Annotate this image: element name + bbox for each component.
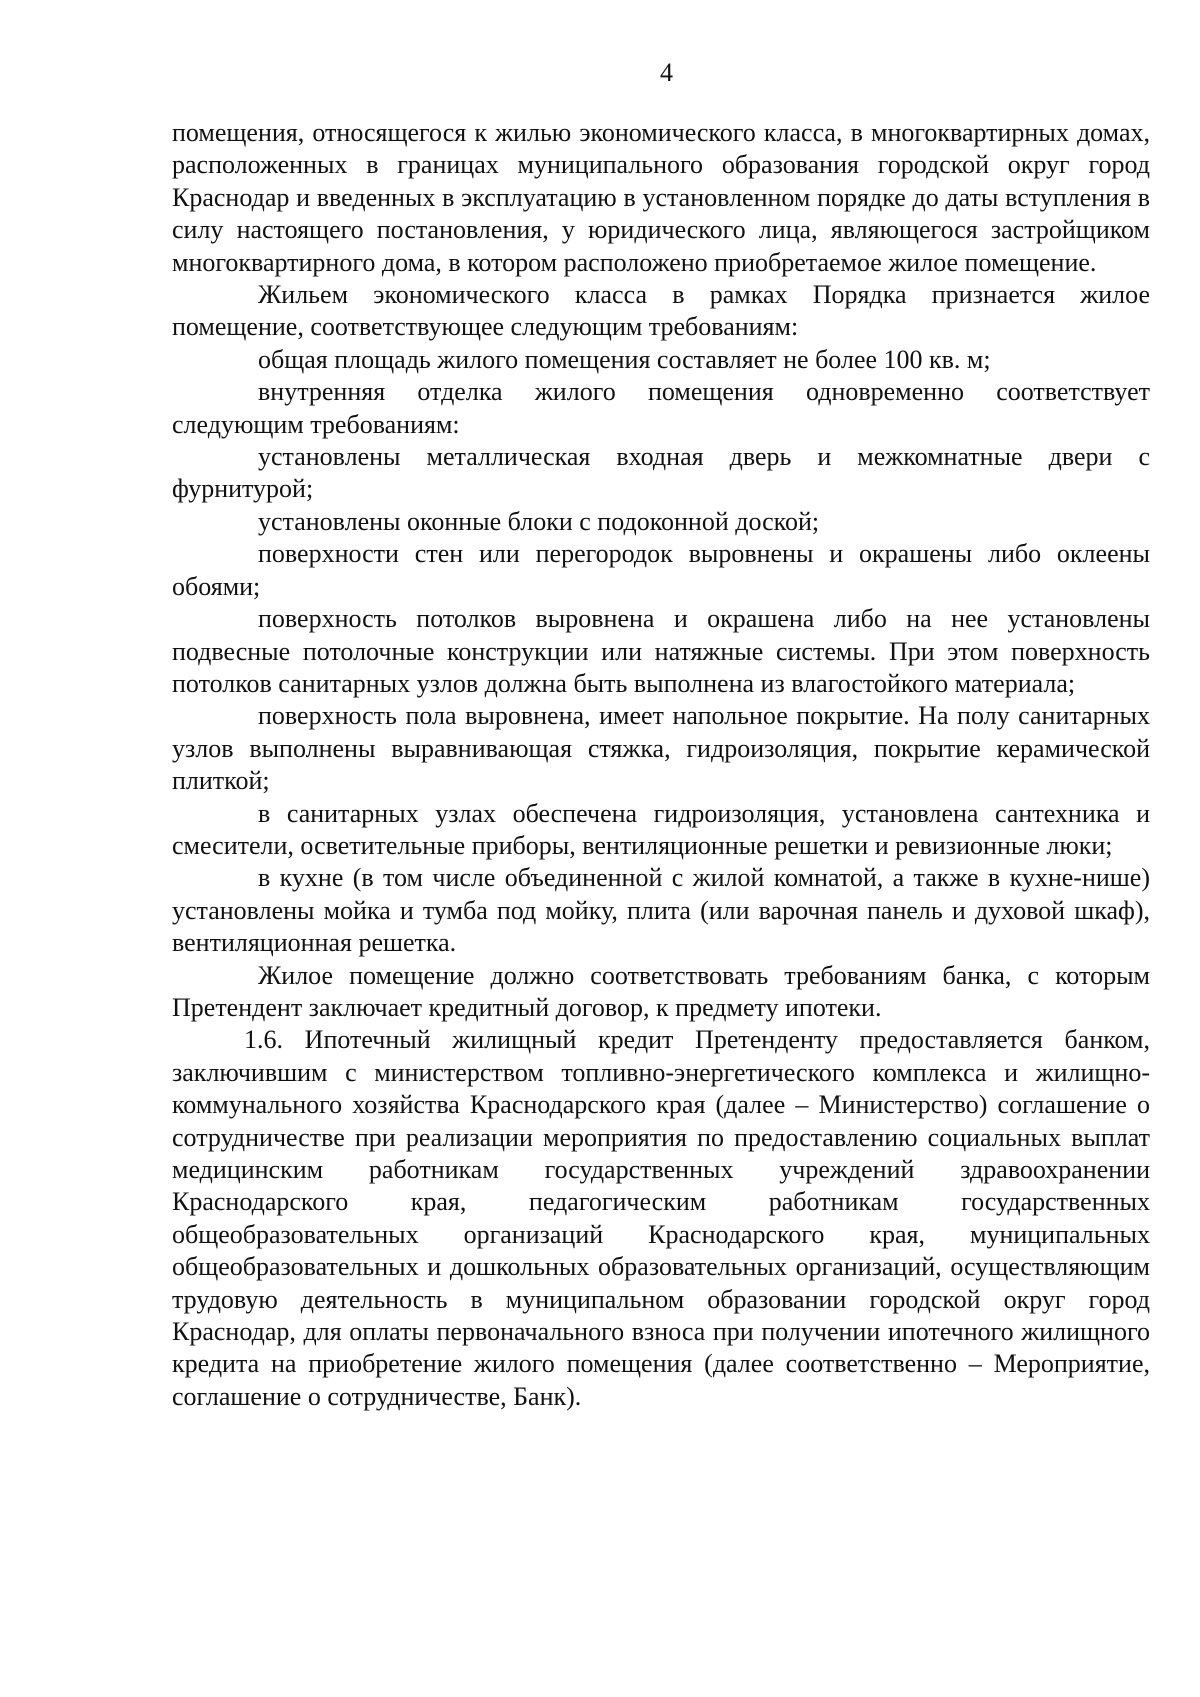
paragraph: внутренняя отделка жилого помещения одновременно соответствует следующим требованиям: — [172, 377, 1150, 439]
paragraph: общая площадь жилого помещения составляет не более 100 кв. м; — [258, 344, 991, 374]
paragraph: поверхности стен или перегородок выровнены и окрашены либо оклеены обоями; — [172, 539, 1150, 601]
paragraph: в санитарных узлах обеспечена гидроизоляция, установлена сантехника и смесители, осветительные приборы, вентиляционные решетки и ревизионные люки; — [172, 798, 1150, 860]
page-number: 4 — [660, 58, 673, 87]
document-body — [172, 117, 1150, 1413]
paragraph: Жилое помещение должно соответствовать требованиям банка, с которым Претендент заключает кредитный договор, к предмету ипотеки. — [172, 960, 1150, 1022]
paragraph: 1.6. Ипотечный жилищный кредит Претенденту предоставляется банком, заключившим с министерством топливно-энергетического комплекса и жилищно-коммунального хозяйства Краснодарского края (далее – Министерство) соглашение о сотрудничестве при реализации мероприятия по предоставлению социальных выплат медицинским работникам государственных учреждений здравоохранении Краснодарского края, педагогическим работникам государственных общеобразовательных организаций Краснодарского края, муниципальных общеобразовательных и дошкольных образовательных организаций, осуществляющим трудовую деятельность в муниципальном образовании городской округ город Краснодар, для оплаты первоначального взноса при получении ипотечного жилищного кредита на приобретение жилого помещения (далее соответственно – Мероприятие, соглашение о сотрудничестве, Банк). — [172, 1025, 1150, 1411]
paragraph: установлены оконные блоки с подоконной доской; — [258, 506, 820, 536]
paragraph: в кухне (в том числе объединенной с жилой комнатой, а также в кухне-нише) установлены мойка и тумба под мойку, плита (или варочная панель и духовой шкаф), вентиляционная решетка. — [172, 863, 1150, 958]
paragraph: Жильем экономического класса в рамках Порядка признается жилое помещение, соответствующее следующим требованиям: — [172, 280, 1150, 342]
paragraph: поверхность пола выровнена, имеет напольное покрытие. На полу санитарных узлов выполнены выравнивающая стяжка, гидроизоляция, покрытие керамической плиткой; — [172, 701, 1150, 796]
paragraph: установлены металлическая входная дверь и межкомнатные двери с фурнитурой; — [172, 442, 1150, 504]
paragraph: поверхность потолков выровнена и окрашена либо на нее установлены подвесные потолочные конструкции или натяжные системы. При этом поверхность потолков санитарных узлов должна быть выполнена из влагостойкого материала; — [172, 604, 1150, 698]
paragraph: помещения, относящегося к жилью экономического класса, в многоквартирных домах, расположенных в границах муниципального образования городской округ город Краснодар и введенных в эксплуатацию в установленном порядке до даты вступления в силу настоящего постановления, у юридического лица, являющегося застройщиком многоквартирного дома, в котором расположено приобретаемое жилое помещение. — [172, 118, 1150, 277]
